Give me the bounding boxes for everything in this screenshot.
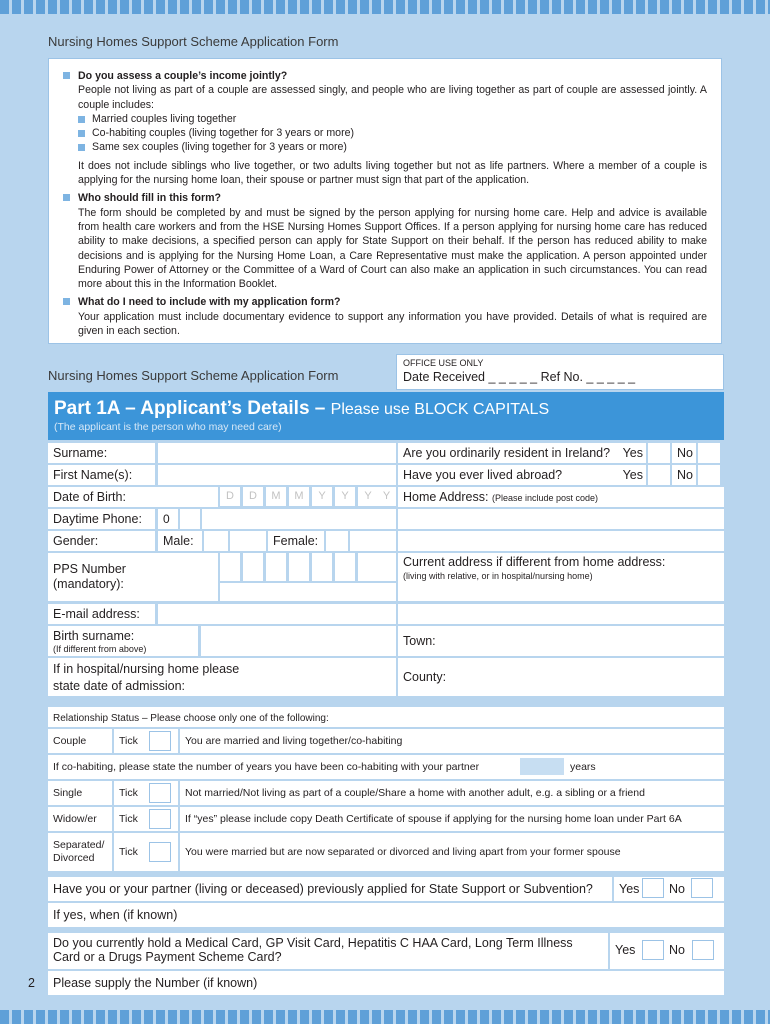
medical-card-no-label: No — [669, 943, 685, 957]
male-checkbox[interactable] — [204, 531, 228, 551]
medical-card-options — [610, 933, 724, 969]
office-use-fields: Date Received _ _ _ _ _ Ref No. _ _ _ _ _ — [403, 370, 636, 384]
gender-spacer — [350, 531, 396, 551]
bottom-stripe — [0, 1010, 770, 1024]
gender-label: Gender: — [48, 531, 155, 551]
tick-text: Tick — [119, 787, 138, 799]
pps-digit[interactable] — [289, 553, 309, 581]
surname-label: Surname: — [48, 443, 155, 463]
question-body: Your application must include documentary evidence to support any information you have provided. Details of what is required are given in each section. — [78, 310, 707, 338]
tick-text: Tick — [119, 735, 138, 747]
first-names-input[interactable] — [158, 465, 396, 485]
male-label: Male: — [158, 531, 202, 551]
cohab-years-label: years — [570, 761, 596, 773]
current-address-text: Current address if different from home address: — [403, 555, 666, 569]
dob-digit[interactable]: Y — [312, 487, 332, 506]
home-address-line[interactable] — [398, 531, 724, 551]
dob-digit[interactable]: D — [243, 487, 263, 506]
abroad-label — [398, 465, 646, 485]
dob-digit[interactable]: M — [266, 487, 286, 506]
medical-card-yes-checkbox[interactable] — [642, 940, 664, 960]
phone-prefix: 0 — [158, 509, 178, 529]
couple-desc: You are married and living together/co-habiting — [180, 729, 724, 753]
part-1a-banner — [48, 392, 724, 440]
question-who-fills — [63, 191, 707, 291]
pps-digit[interactable] — [335, 553, 355, 581]
abroad-no-checkbox[interactable] — [698, 465, 720, 485]
gender-spacer — [230, 531, 266, 551]
info-box — [48, 58, 722, 344]
cohab-row — [48, 755, 724, 779]
resident-no-checkbox[interactable] — [698, 443, 720, 463]
pps-label: PPS Number (mandatory): — [48, 553, 218, 601]
question-title: Who should fill in this form? — [78, 192, 221, 205]
dob-digit[interactable]: M — [289, 487, 309, 506]
prev-applied-label: Have you or your partner (living or deceased) previously applied for State Support or Subvention? — [48, 877, 612, 901]
current-address-line[interactable] — [398, 604, 724, 624]
female-label: Female: — [268, 531, 324, 551]
separated-desc: You were married but are now separated or divorced and living apart from your former spouse — [180, 833, 724, 871]
abroad-question: Have you ever lived abroad? — [403, 468, 563, 482]
question-title: Do you assess a couple’s income jointly? — [78, 70, 288, 82]
list-item: Co-habiting couples (living together for 3 years or more) — [78, 126, 707, 140]
home-address-label — [398, 487, 724, 507]
phone-label: Daytime Phone: — [48, 509, 155, 529]
home-address-text: Home Address: — [403, 490, 489, 504]
tick-text: Tick — [119, 813, 138, 825]
medical-card-yes-label: Yes — [615, 943, 636, 957]
couple-label: Couple — [48, 729, 112, 753]
relationship-heading: Relationship Status – Please choose only one of the following: — [48, 707, 724, 727]
question-title: What do I need to include with my application form? — [78, 296, 341, 309]
single-label: Single — [48, 781, 112, 805]
dob-digit[interactable]: D — [220, 487, 240, 506]
current-address-note: (living with relative, or in hospital/nursing home) — [403, 571, 593, 581]
dob-digit[interactable]: Y — [377, 487, 396, 506]
if-yes-label: If yes, when (if known) — [48, 903, 724, 927]
surname-input[interactable] — [158, 443, 396, 463]
question-body: People not living as part of a couple are assessed singly, and people who are living together as part of couple are assessed jointly. A couple includes: — [78, 84, 707, 111]
female-checkbox[interactable] — [326, 531, 348, 551]
phone-input[interactable] — [202, 509, 396, 529]
pps-digit[interactable] — [377, 553, 396, 581]
dob-digit[interactable]: Y — [358, 487, 378, 506]
resident-yes-checkbox[interactable] — [648, 443, 670, 463]
question-extra: It does not include siblings who live together, or two adults living together but not as life partners. Where a member of a couple is applying for the nursing home loan, their spouse or partner must sign that part of the application. — [78, 159, 707, 187]
birth-surname-note: (If different from above) — [53, 644, 147, 654]
town-label: Town: — [398, 626, 724, 656]
part-title — [54, 398, 718, 420]
part-title-main: Part 1A – Applicant’s Details – — [54, 398, 326, 419]
prev-applied-no-checkbox[interactable] — [691, 878, 713, 898]
resident-label — [398, 443, 646, 463]
prev-applied-no-label: No — [669, 882, 685, 896]
top-stripe — [0, 0, 770, 14]
county-label: County: — [398, 658, 724, 696]
abroad-yes-label: Yes — [622, 468, 643, 482]
birth-surname-text: Birth surname: — [53, 629, 135, 643]
part-subtitle: (The applicant is the person who may need care) — [54, 421, 282, 433]
prev-applied-yes-checkbox[interactable] — [642, 878, 664, 898]
dob-label: Date of Birth: — [48, 487, 218, 507]
form-title: Nursing Homes Support Scheme Application Form — [48, 368, 339, 383]
page-number: 2 — [28, 976, 35, 990]
widow-label: Widow/er — [48, 807, 112, 831]
home-address-line[interactable] — [398, 509, 724, 529]
page-title: Nursing Homes Support Scheme Application Form — [48, 34, 339, 49]
cohab-text: If co-habiting, please state the number of years you have been co-habiting with your partner — [53, 761, 480, 773]
resident-question: Are you ordinarily resident in Ireland? — [403, 446, 611, 460]
question-what-include — [63, 295, 707, 338]
pps-digit[interactable] — [312, 553, 332, 581]
part-title-instruction: Please use BLOCK CAPITALS — [330, 401, 550, 418]
medical-card-label: Do you currently hold a Medical Card, GP Visit Card, Hepatitis C HAA Card, Long Term Illness Card or a Drugs Payment Scheme Card? — [48, 933, 608, 969]
prev-applied-options — [614, 877, 724, 901]
tick-text: Tick — [119, 846, 138, 858]
supply-number-label: Please supply the Number (if known) — [48, 971, 724, 995]
pps-extra[interactable] — [220, 583, 396, 601]
question-joint-income — [63, 69, 707, 187]
separated-label: Separated/ Divorced — [48, 833, 112, 871]
pps-digit[interactable] — [358, 553, 378, 581]
medical-card-no-checkbox[interactable] — [692, 940, 714, 960]
resident-yes-label: Yes — [622, 446, 643, 460]
admission-label: If in hospital/nursing home please state date of admission: — [48, 658, 396, 696]
single-tick-box[interactable] — [149, 783, 171, 803]
birth-surname-label — [48, 626, 198, 656]
phone-digit[interactable] — [180, 509, 200, 529]
current-address-label — [398, 553, 724, 601]
email-input[interactable] — [158, 604, 396, 624]
pps-digit[interactable] — [243, 553, 263, 581]
pps-digit[interactable] — [266, 553, 286, 581]
couple-tick-box[interactable] — [149, 731, 171, 751]
office-use-box — [396, 354, 724, 390]
list-item: Married couples living together — [78, 112, 707, 126]
dob-digit[interactable]: Y — [335, 487, 355, 506]
abroad-yes-checkbox[interactable] — [648, 465, 670, 485]
birth-surname-input[interactable] — [201, 626, 396, 656]
single-desc: Not married/Not living as part of a couple/Share a home with another adult, e.g. a sibling or a friend — [180, 781, 724, 805]
home-address-note: (Please include post code) — [491, 493, 599, 503]
resident-no-label: No — [672, 443, 696, 463]
pps-digit[interactable] — [220, 553, 240, 581]
first-names-label: First Name(s): — [48, 465, 155, 485]
abroad-no-label: No — [672, 465, 696, 485]
email-label: E-mail address: — [48, 604, 155, 624]
question-body: The form should be completed by and must be signed by the person applying for nursing home care. Help and advice is available from health care workers and from the HSE Nursing Homes Support Offices. If a person applying for nursing home care has reduced ability to make decisions, a specified person can apply for State Support on their behalf. If the person has reduced ability to make decisions and is applying for the Nursing Home Loan, a Care Representative must make the application. A person appointed under Enduring Power of Attorney or the Committee of a Ward of Court can also make an application in such circumstances. You can read more about this in the Information Booklet. — [78, 206, 707, 291]
separated-tick-box[interactable] — [149, 842, 171, 862]
widow-desc: If “yes” please include copy Death Certificate of spouse if applying for the nursing home loan under Part 6A — [180, 807, 724, 831]
office-use-label: OFFICE USE ONLY — [403, 358, 484, 368]
list-item: Same sex couples (living together for 3 years or more) — [78, 140, 707, 154]
prev-applied-yes-label: Yes — [619, 882, 640, 896]
widow-tick-box[interactable] — [149, 809, 171, 829]
cohab-years-input[interactable] — [520, 758, 564, 775]
